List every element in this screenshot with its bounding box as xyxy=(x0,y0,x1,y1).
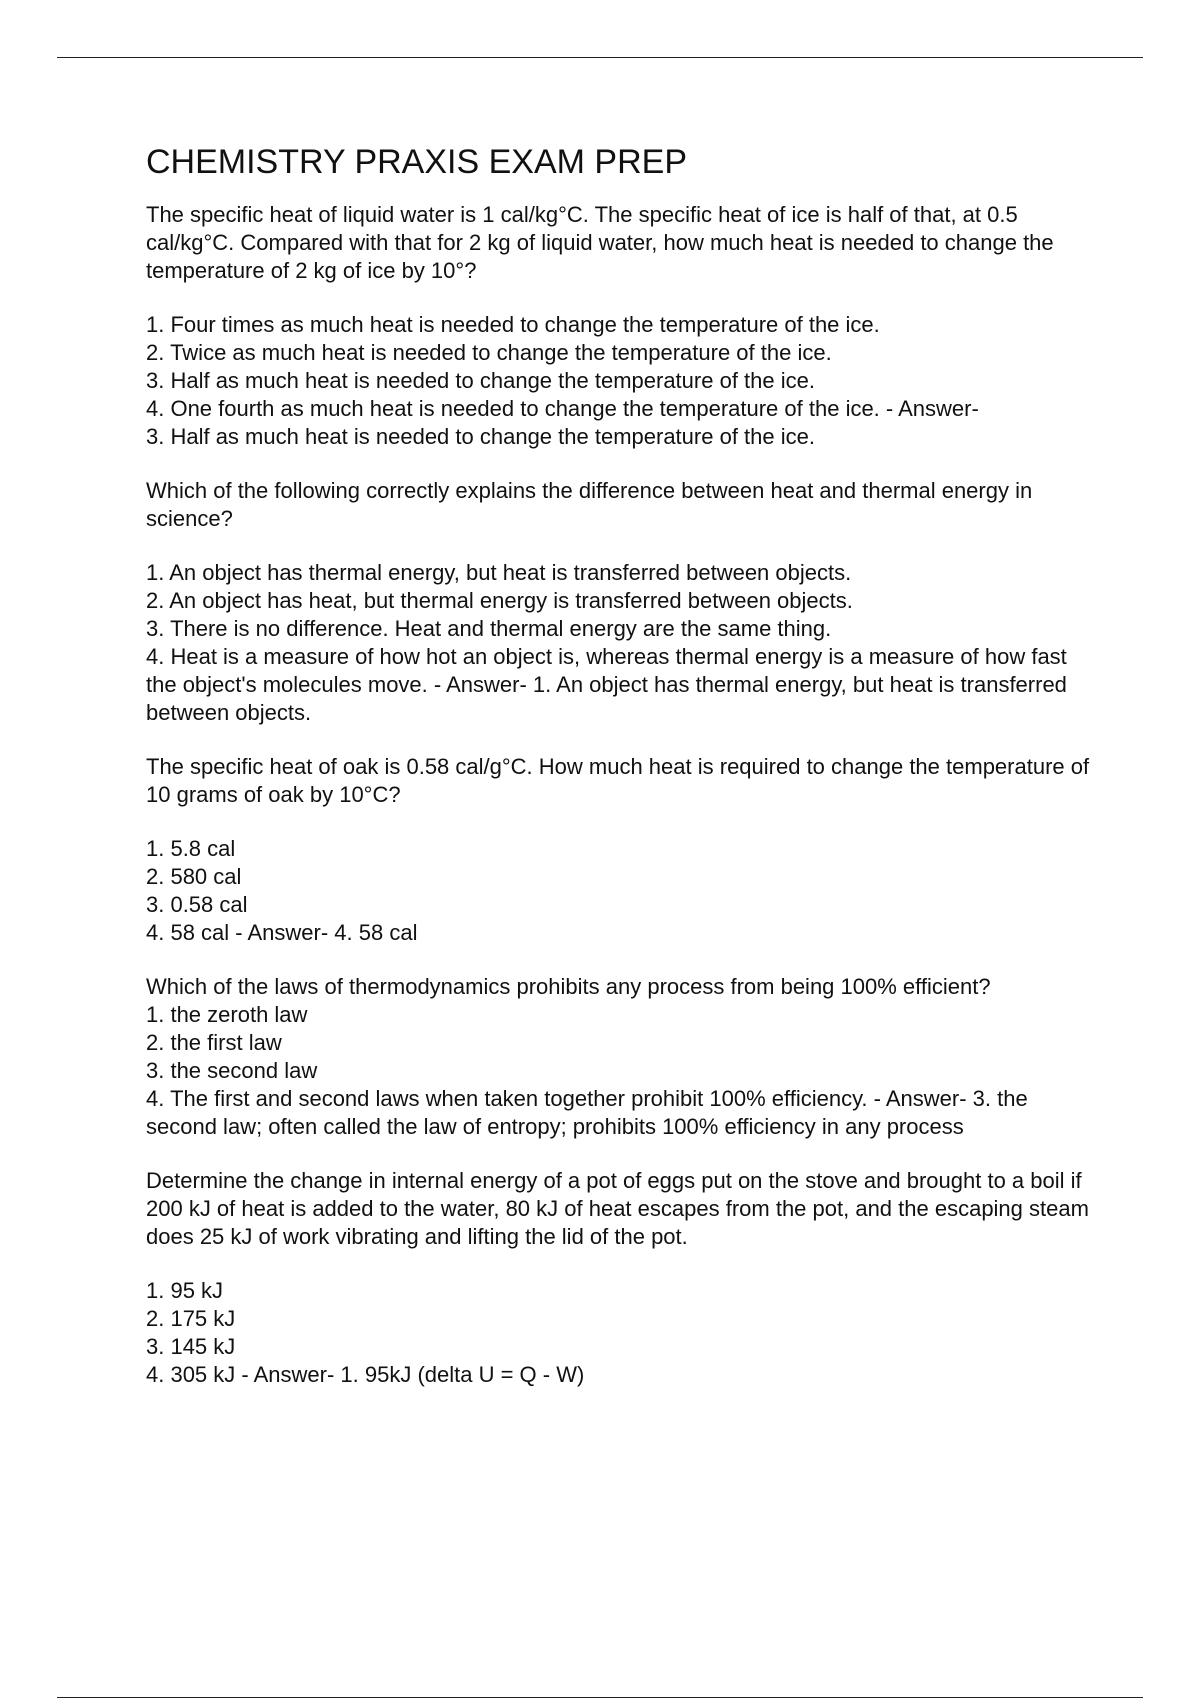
option-item: 4. 305 kJ - Answer- 1. 95kJ (delta U = Q - W) xyxy=(146,1361,585,1387)
option-item: 3. the second law xyxy=(146,1057,318,1083)
option-list xyxy=(146,559,1096,727)
option-item: 2. 580 cal xyxy=(146,863,242,889)
answer-text: 3. Half as much heat is needed to change the temperature of the ice. xyxy=(146,423,815,449)
option-item: 3. 0.58 cal xyxy=(146,891,248,917)
question-stem: Which of the following correctly explains the difference between heat and thermal energy in science? xyxy=(146,477,1033,531)
option-item: 4. One fourth as much heat is needed to change the temperature of the ice. - Answer- xyxy=(146,395,979,421)
document-title: CHEMISTRY PRAXIS EXAM PREP xyxy=(146,143,687,181)
option-item: 1. Four times as much heat is needed to change the temperature of the ice. xyxy=(146,311,880,337)
option-list xyxy=(146,835,1096,947)
option-item: 1. 5.8 cal xyxy=(146,835,236,861)
question-block-3 xyxy=(146,753,1096,947)
option-item: 2. An object has heat, but thermal energy is transferred between objects. xyxy=(146,587,853,613)
question-stem: The specific heat of oak is 0.58 cal/g°C. How much heat is required to change the temperature of 10 grams of oak by 10°C? xyxy=(146,753,1090,807)
top-rule xyxy=(57,57,1143,58)
option-item: 2. Twice as much heat is needed to change the temperature of the ice. xyxy=(146,339,832,365)
question-stem: Which of the laws of thermodynamics prohibits any process from being 100% efficient? xyxy=(146,973,991,999)
option-item: 1. the zeroth law xyxy=(146,1001,308,1027)
option-list xyxy=(146,1277,1096,1389)
question-block-1 xyxy=(146,201,1096,451)
question-stem: The specific heat of liquid water is 1 cal/kg°C. The specific heat of ice is half of that, at 0.5 cal/kg°C. Compared with that for 2 kg of liquid water, how much heat is needed to change the temperature of 2 kg of ice by 10°? xyxy=(146,201,1054,283)
option-item: 4. The first and second laws when taken together prohibit 100% efficiency. - Answer- 3. the second law; often called the law of entropy; prohibits 100% efficiency in any process xyxy=(146,1085,1028,1139)
option-item: 3. There is no difference. Heat and thermal energy are the same thing. xyxy=(146,615,832,641)
option-item: 1. 95 kJ xyxy=(146,1277,224,1303)
option-item: 1. An object has thermal energy, but heat is transferred between objects. xyxy=(146,559,852,585)
document-body xyxy=(146,142,1096,1415)
question-stem: Determine the change in internal energy of a pot of eggs put on the stove and brought to a boil if 200 kJ of heat is added to the water, 80 kJ of heat escapes from the pot, and the escaping steam does 25 kJ of work vibrating and lifting the lid of the pot. xyxy=(146,1167,1089,1249)
question-block-4 xyxy=(146,973,1096,1141)
option-item: 2. the first law xyxy=(146,1029,282,1055)
option-list xyxy=(146,311,1096,451)
option-item: 4. 58 cal - Answer- 4. 58 cal xyxy=(146,919,418,945)
option-item: 3. Half as much heat is needed to change the temperature of the ice. xyxy=(146,367,815,393)
question-block-5 xyxy=(146,1167,1096,1389)
option-item: 3. 145 kJ xyxy=(146,1333,236,1359)
option-item: 4. Heat is a measure of how hot an object is, whereas thermal energy is a measure of how fast the object's molecules move. - Answer- 1. An object has thermal energy, but heat is transferred between objects. xyxy=(146,643,1067,725)
option-item: 2. 175 kJ xyxy=(146,1305,236,1331)
question-block-2 xyxy=(146,477,1096,727)
option-list xyxy=(146,1001,1096,1141)
bottom-rule xyxy=(57,1697,1143,1698)
